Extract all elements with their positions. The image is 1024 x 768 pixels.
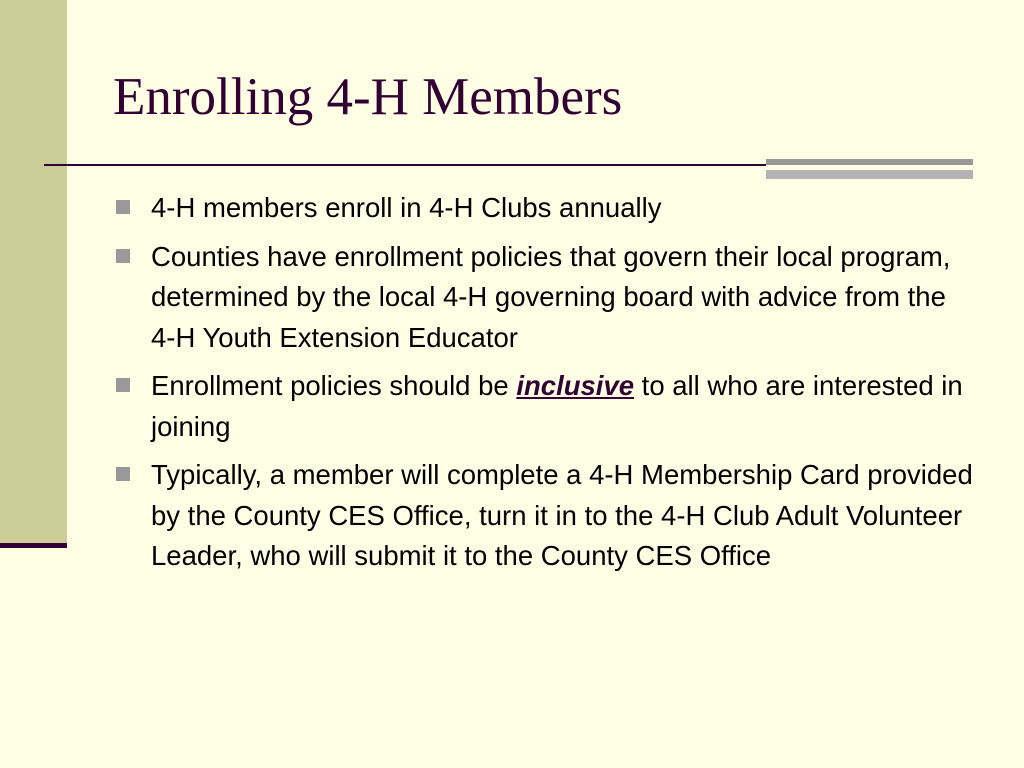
bullet-text: Counties have enrollment policies that govern their local program, determined by the local 4-H governing board with advice from the 4-H Youth Extension Educator <box>151 240 951 353</box>
left-decorative-band <box>0 0 67 545</box>
bullet-text-after: to all who are interested in joining <box>151 370 963 442</box>
slide-title: Enrolling 4-H Members <box>113 68 623 126</box>
bullet-item <box>114 366 974 447</box>
bullet-item <box>114 455 974 577</box>
accent-bar-top <box>766 159 973 165</box>
bullet-item <box>114 237 974 359</box>
square-bullet-icon <box>116 378 130 392</box>
square-bullet-icon <box>116 467 130 481</box>
bullet-text: Typically, a member will complete a 4-H Membership Card provided by the County CES Office, turn it in to the 4-H Club Adult Volunteer Leader, who will submit it to the County CES Office <box>151 459 973 571</box>
square-bullet-icon <box>116 249 130 263</box>
bullet-item <box>114 188 974 229</box>
title-divider-rule <box>44 164 766 166</box>
accent-bar-bottom <box>766 170 973 179</box>
emphasized-word: inclusive <box>516 370 635 401</box>
square-bullet-icon <box>116 200 130 214</box>
bullet-list <box>114 188 974 585</box>
bullet-text: 4-H members enroll in 4-H Clubs annually <box>151 192 662 223</box>
left-band-rule <box>0 543 67 548</box>
bullet-text-before: Enrollment policies should be <box>151 370 517 401</box>
